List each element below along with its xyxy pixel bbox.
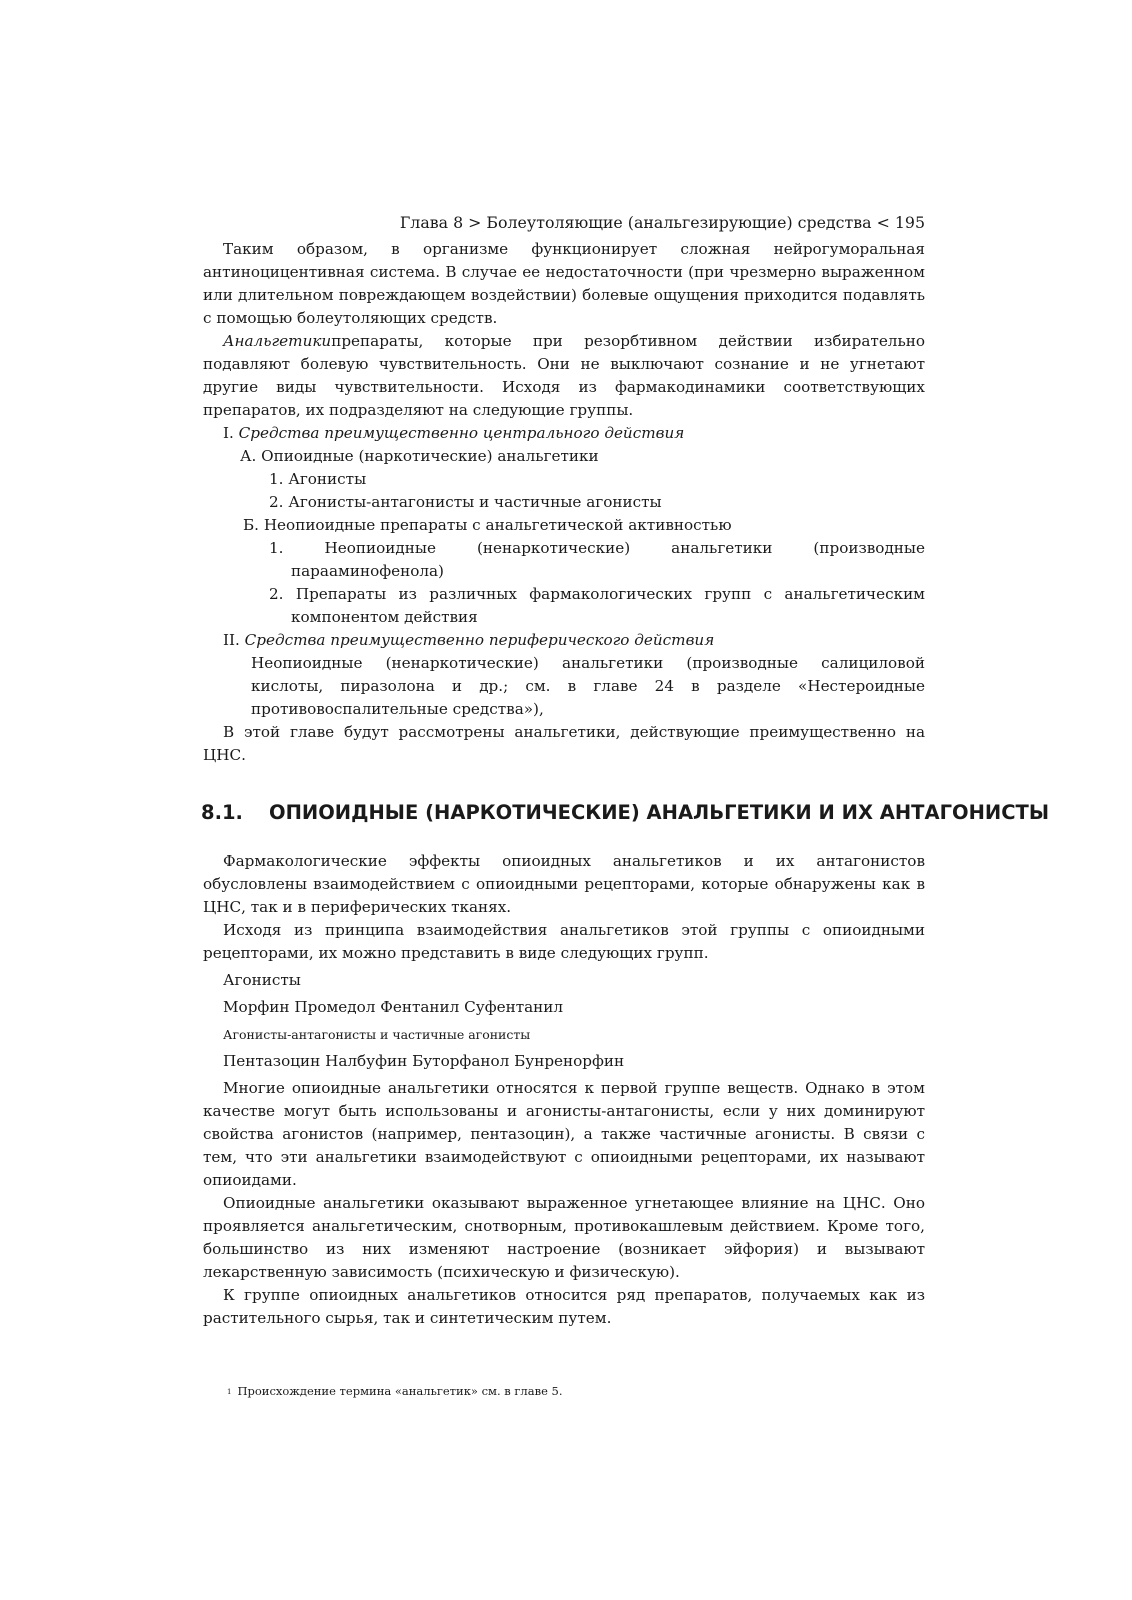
group2-title: Средства преимущественно периферического действия xyxy=(244,631,715,649)
analgetics-definition xyxy=(203,330,925,422)
group-b-item-1: 1. Неопиоидные (ненаркотические) анальгетики (производные парааминофенола) xyxy=(269,539,925,580)
group1-label: I. xyxy=(223,424,234,442)
footnote-mark: 1 xyxy=(227,1387,232,1396)
mixed-agonists-title: Агонисты-антагонисты и частичные агонисты xyxy=(223,1027,531,1042)
section-paragraph-1: Фармакологические эффекты опиоидных анальгетиков и их антагонистов обусловлены взаимодействием с опиоидными рецепторами, которые обнаружены как в ЦНС, так и в периферических тканях. xyxy=(203,852,925,916)
group1-title: Средства преимущественно центрального действия xyxy=(238,424,685,442)
group2-heading xyxy=(203,629,925,652)
group-a-heading: А. Опиоидные (наркотические) анальгетики xyxy=(240,447,599,465)
intro-paragraph: Таким образом, в организме функционирует сложная нейрогуморальная антиноцицентивная система. В случае ее недостаточности (при чрезмерно выраженном или длительном повреждающем воздействии) болевые ощущения приходится подавлять с помощью болеутоляющих средств. xyxy=(203,240,925,327)
section-heading xyxy=(201,801,1050,824)
analgetics-term: Анальгетики xyxy=(223,332,332,350)
page xyxy=(201,212,1050,1404)
group2-text: Неопиоидные (ненаркотические) анальгетики (производные салициловой кислоты, пиразолона и др.; см. в главе 24 в разделе «Нестероидные противовоспалительные средства»), xyxy=(251,654,925,718)
agonists-drugs: Морфин Промедол Фентанил Суфентанил xyxy=(223,998,564,1016)
footnote-text: Происхождение термина «анальгетик» см. в главе 5. xyxy=(237,1384,563,1398)
mixed-agonists-drugs: Пентазоцин Налбуфин Буторфанол Бунренорфин xyxy=(223,1052,625,1070)
agonists-title: Агонисты xyxy=(223,971,301,989)
closing-paragraph-2: Опиоидные анальгетики оказывают выраженное угнетающее влияние на ЦНС. Оно проявляется анальгетическим, снотворным, противокашлевым действием. Кроме того, большинство из них изменяют настроение (возникает эйфория) и вызывают лекарственную зависимость (психическую и физическую). xyxy=(203,1194,925,1281)
classification-outline xyxy=(203,422,925,721)
section-paragraph-2: Исходя из принципа взаимодействия анальгетиков этой группы с опиоидными рецепторами, их можно представить в виде следующих групп. xyxy=(203,921,925,962)
chapter-note: В этой главе будут рассмотрены анальгетики, действующие преимущественно на ЦНС. xyxy=(203,723,925,764)
group-a-item-1: 1. Агонисты xyxy=(269,470,367,488)
group-a-item-2: 2. Агонисты-антагонисты и частичные агонисты xyxy=(269,493,662,511)
group-b-heading: Б. Неопиоидные препараты с анальгетической активностью xyxy=(243,516,732,534)
group2-label: II. xyxy=(223,631,240,649)
closing-paragraph-3: К группе опиоидных анальгетиков относится ряд препаратов, получаемых как из растительного сырья, так и синтетическим путем. xyxy=(203,1286,925,1327)
footnote xyxy=(203,1380,925,1404)
group1-heading xyxy=(203,422,925,445)
section-title: ОПИОИДНЫЕ (НАРКОТИЧЕСКИЕ) АНАЛЬГЕТИКИ И ИХ АНТАГОНИСТЫ xyxy=(269,801,1050,824)
group-b-item-2: 2. Препараты из различных фармакологических групп с анальгетическим компонентом действия xyxy=(269,585,925,626)
analgetics-definition-text: препараты, которые при резорбтивном действии избирательно подавляют болевую чувствительность. Они не выключают сознание и не угнетают другие виды чувствительности. Исходя из фармакодинамики соответствующих препаратов, их подразделяют на следующие группы. xyxy=(203,332,925,419)
section-number: 8.1. xyxy=(201,801,243,824)
closing-paragraph-1: Многие опиоидные анальгетики относятся к первой группе веществ. Однако в этом качестве могут быть использованы и агонисты-антагонисты, если у них доминируют свойства агонистов (например, пентазоцин), а также частичные агонисты. В связи с тем, что эти анальгетики взаимодействуют с опиоидными рецепторами, их называют опиоидами. xyxy=(203,1079,925,1189)
running-head: Глава 8 > Болеутоляющие (анальгезирующие) средства < 195 xyxy=(399,213,925,232)
